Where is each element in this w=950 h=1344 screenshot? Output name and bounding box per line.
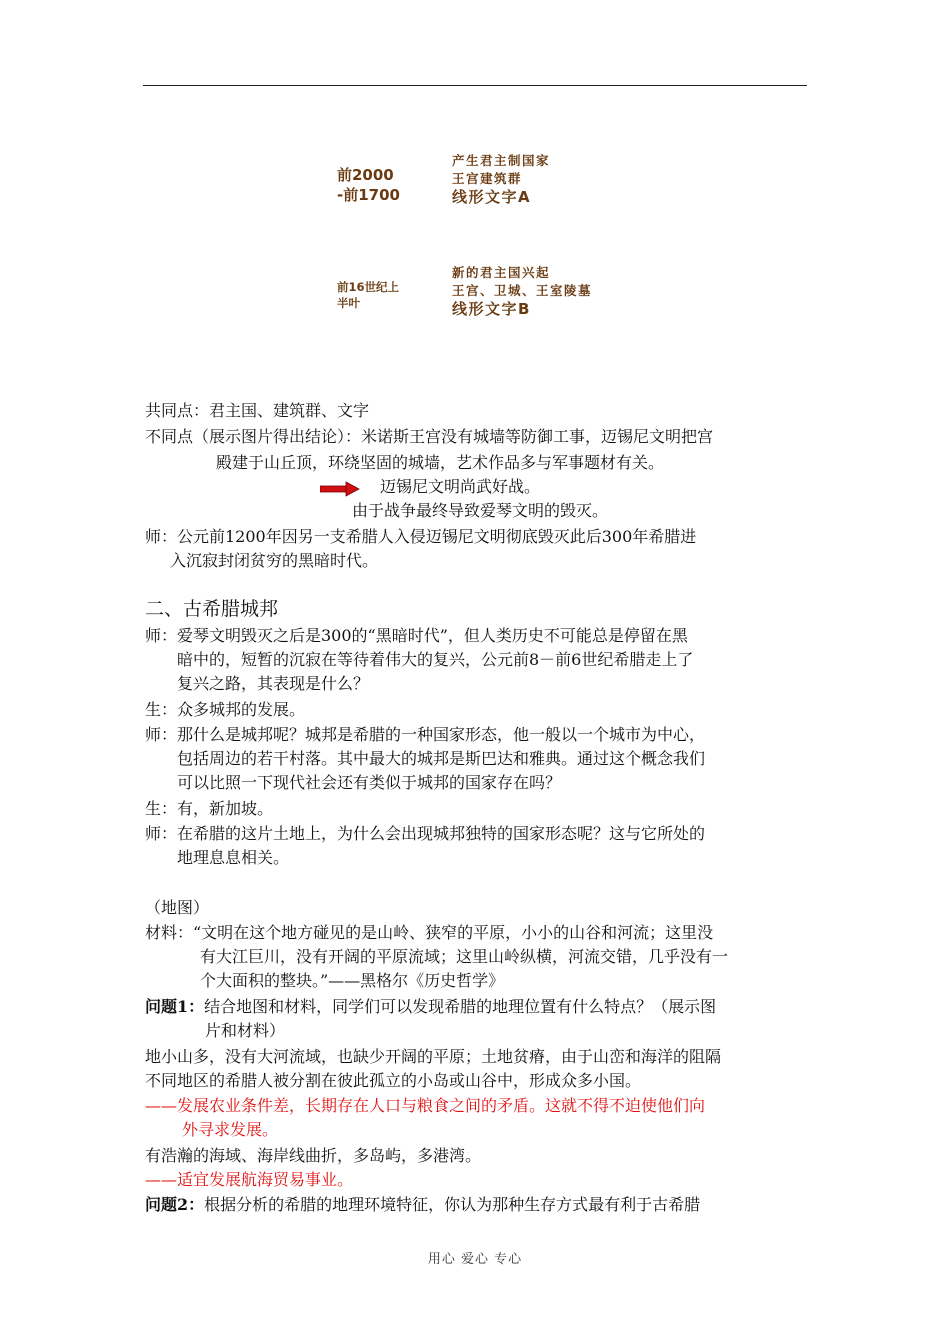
timeline-date-line: 前2000 — [337, 166, 394, 184]
timeline-events-2 — [452, 264, 592, 318]
answer-line-3: 有浩瀚的海域、海岸线曲折，多岛屿，多港湾。 — [145, 1146, 482, 1165]
timeline-event: 新的君主国兴起 — [452, 265, 551, 280]
question-2-label: 问题2： — [145, 1195, 205, 1214]
map-note: （地图） — [145, 898, 210, 917]
difference-line-2: 殿建于山丘顶，环绕坚固的城墙，艺术作品多与军事题材有关。 — [216, 453, 665, 472]
dialogue-line: 复兴之路，其表现是什么？ — [177, 674, 370, 693]
timeline-date-2 — [337, 279, 399, 311]
teacher-dark-age-line-1: 师：公元前1200年因另一支希腊人入侵迈锡尼文明彻底毁灭此后300年希腊进 — [145, 527, 697, 546]
page-footer: 用心 爱心 专心 — [427, 1252, 523, 1267]
timeline-date-line: -前1700 — [337, 186, 400, 204]
question-1-text: 结合地图和材料，同学们可以发现希腊的地理位置有什么特点？（展示图 — [204, 997, 717, 1016]
answer-red-line-1: ——发展农业条件差，长期存在人口与粮食之间的矛盾。这就不得不迫使他们向 — [145, 1096, 706, 1115]
dialogue-line: 地理息息相关。 — [177, 848, 290, 867]
dialogue-line: 生：有，新加坡。 — [145, 799, 274, 818]
teacher-dark-age-line-2: 入沉寂封闭贫穷的黑暗时代。 — [170, 551, 379, 570]
header-rule — [143, 85, 807, 86]
question-1-line-2: 片和材料） — [205, 1021, 286, 1040]
timeline-event: 王宫建筑群 — [452, 171, 523, 186]
section-title: 二、古希腊城邦 — [145, 598, 279, 620]
answer-line-2: 不同地区的希腊人被分割在彼此孤立的小岛或山谷中，形成众多小国。 — [145, 1071, 642, 1090]
timeline-event: 线形文字B — [452, 300, 531, 318]
question-2 — [145, 1193, 700, 1217]
timeline-events-1 — [452, 152, 550, 206]
timeline-event: 王宫、卫城、王室陵墓 — [452, 283, 593, 298]
dialogue-line: 可以比照一下现代社会还有类似于城邦的国家存在吗？ — [177, 773, 562, 792]
dialogue-line: 暗中的，短暂的沉寂在等待着伟大的复兴，公元前8－前6世纪希腊走上了 — [177, 650, 694, 669]
question-1-label: 问题1： — [145, 997, 205, 1016]
right-arrow-icon — [320, 481, 360, 497]
dialogue-line: 师：在希腊的这片土地上，为什么会出现城邦独特的国家形态呢？这与它所处的 — [145, 824, 706, 843]
dialogue-line: 师：爱琴文明毁灭之后是300的“黑暗时代”，但人类历史不可能总是停留在黑 — [145, 626, 688, 645]
answer-red-line-2: 外寻求发展。 — [182, 1120, 279, 1139]
material-line-2: 有大江巨川，没有开阔的平原流域；这里山岭纵横，河流交错，几乎没有一 — [200, 947, 729, 966]
timeline-date-line: 半叶 — [337, 296, 360, 310]
timeline-event: 产生君主制国家 — [452, 153, 551, 168]
dialogue-line: 生：众多城邦的发展。 — [145, 700, 306, 719]
timeline-date-1 — [337, 165, 400, 205]
answer-line-1: 地小山多，没有大河流域，也缺少开阔的平原；土地贫瘠，由于山峦和海洋的阻隔 — [145, 1047, 722, 1066]
question-1 — [145, 995, 716, 1019]
difference-line-1: 不同点（展示图片得出结论）：米诺斯王宫没有城墙等防御工事，迈锡尼文明把宫 — [145, 427, 714, 446]
material-line-3: 个大面积的整块。”——黑格尔《历史哲学》 — [200, 971, 505, 990]
timeline-event: 线形文字A — [452, 188, 532, 206]
dialogue-line: 包括周边的若干村落。其中最大的城邦是斯巴达和雅典。通过这个概念我们 — [177, 749, 706, 768]
dialogue-line: 师：那什么是城邦呢？城邦是希腊的一种国家形态，他一般以一个城市为中心， — [145, 725, 706, 744]
question-2-text: 根据分析的希腊的地理环境特征，你认为那种生存方式最有利于古希腊 — [204, 1195, 701, 1214]
answer-red-line-3: ——适宜发展航海贸易事业。 — [145, 1170, 354, 1189]
common-points: 共同点：君主国、建筑群、文字 — [145, 401, 370, 420]
material-line-1: 材料：“文明在这个地方碰见的是山岭、狭窄的平原，小小的山谷和河流；这里没 — [145, 923, 714, 942]
conclusion-2: 由于战争最终导致爱琴文明的毁灭。 — [352, 501, 609, 520]
conclusion-1: 迈锡尼文明尚武好战。 — [380, 477, 541, 496]
timeline-date-line: 前16世纪上 — [337, 280, 400, 294]
